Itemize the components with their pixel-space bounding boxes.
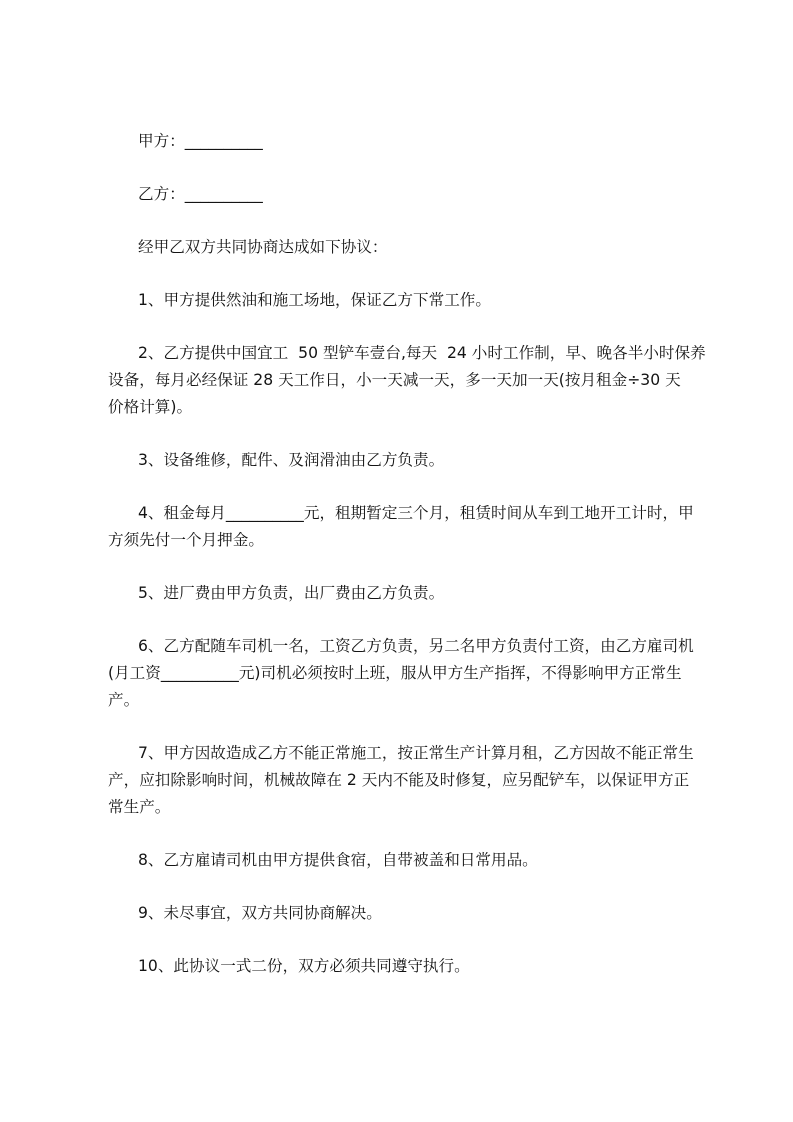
clause-5-line-1: 5、进厂费由甲方负责，出厂费由乙方负责。 <box>138 584 445 602</box>
clause-7-line-3: 常生产。 <box>108 798 171 816</box>
party-b-text: 乙方：__________ <box>138 185 263 203</box>
clause-8 <box>108 847 723 874</box>
clause-7 <box>108 740 723 821</box>
clause-4-line-2: 方须先付一个月押金。 <box>108 531 264 549</box>
clause-8-line-1: 8、乙方雇请司机由甲方提供食宿，自带被盖和日常用品。 <box>138 851 538 869</box>
clause-10-line-1: 10、此协议一式二份，双方必须共同遵守执行。 <box>138 957 470 975</box>
clause-5 <box>108 580 723 607</box>
clause-2 <box>108 340 723 421</box>
party-a-text: 甲方：__________ <box>138 132 263 150</box>
clause-6 <box>108 633 723 714</box>
clause-10 <box>108 953 723 980</box>
clause-4-line-1: 4、租金每月__________元，租期暂定三个月，租赁时间从车到工地开工计时，甲 <box>138 504 694 522</box>
clause-7-line-1: 7、甲方因故造成乙方不能正常施工，按正常生产计算月租，乙方因故不能正常生 <box>138 744 694 762</box>
clause-3 <box>108 447 723 474</box>
document-body <box>108 128 723 1006</box>
clause-9 <box>108 900 723 927</box>
clause-2-line-1: 2、乙方提供中国宜工 50 型铲车壹台,每天 24 小时工作制，早、晚各半小时保养 <box>138 344 706 362</box>
clause-4 <box>108 500 723 554</box>
clause-2-line-2: 设备，每月必经保证 28 天工作日，小一天减一天，多一天加一天(按月租金÷30 天 <box>108 371 681 389</box>
clause-1 <box>108 287 723 314</box>
agreement-intro <box>108 234 723 261</box>
clause-7-line-2: 产，应扣除影响时间，机械故障在 2 天内不能及时修复，应另配铲车，以保证甲方正 <box>108 771 690 789</box>
agreement-intro-text: 经甲乙双方共同协商达成如下协议： <box>138 238 388 256</box>
clause-9-line-1: 9、未尽事宜，双方共同协商解决。 <box>138 904 382 922</box>
clause-6-line-3: 产。 <box>108 691 140 709</box>
clause-3-line-1: 3、设备维修，配件、及润滑油由乙方负责。 <box>138 451 445 469</box>
clause-1-line-1: 1、甲方提供然油和施工场地，保证乙方下常工作。 <box>138 291 491 309</box>
clause-2-line-3: 价格计算)。 <box>108 398 193 416</box>
clause-6-line-1: 6、乙方配随车司机一名，工资乙方负责，另二名甲方负责付工资，由乙方雇司机 <box>138 637 694 655</box>
party-b-line <box>108 181 723 208</box>
clause-6-line-2: (月工资__________元)司机必须按时上班，服从甲方生产指挥，不得影响甲方正常生 <box>108 664 682 682</box>
party-a-line <box>108 128 723 155</box>
